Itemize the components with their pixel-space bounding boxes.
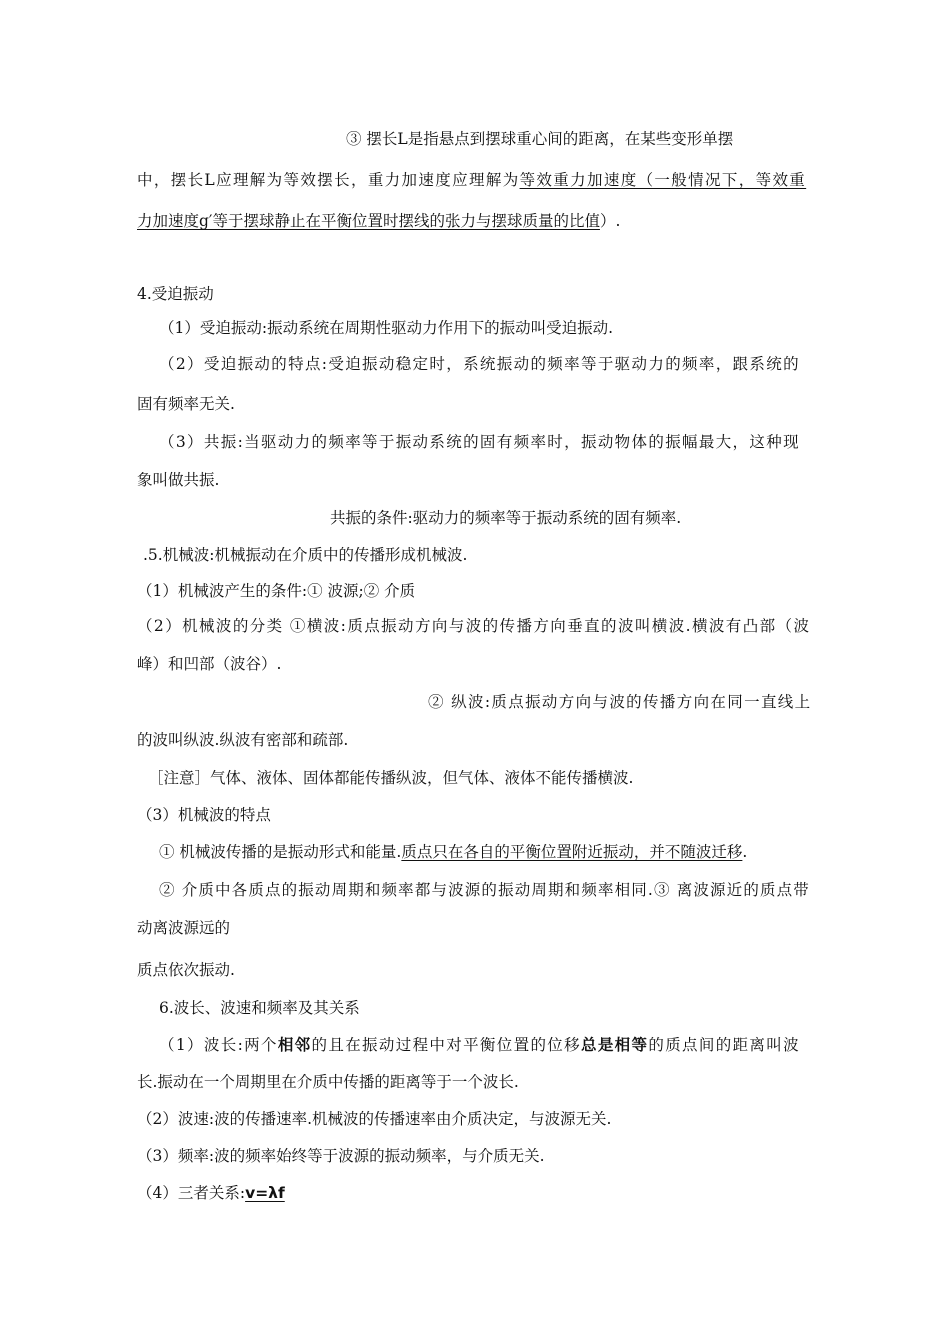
text-segment: 的质点间的距离叫波: [648, 1036, 800, 1054]
text-line: [137, 805, 271, 825]
text-line: [137, 730, 348, 750]
text-line: [330, 508, 681, 528]
text-line: [137, 960, 235, 980]
text-segment: （4）三者关系:: [137, 1184, 246, 1202]
text-segment: 峰）和凹部（波谷）.: [137, 655, 282, 673]
text-line: [137, 1109, 611, 1129]
text-segment: 的且在振动过程中对平衡位置的位移: [311, 1036, 581, 1054]
bold-text: 总是相等: [581, 1036, 649, 1054]
text-line: [148, 768, 633, 788]
text-segment: （2）机械波的分类 ①横波:质点振动方向与波的传播方向垂直的波叫横波.横波有凸部（波: [137, 617, 811, 635]
underlined-text: 等效重力加速度（一般情况下，等效重: [519, 171, 807, 189]
text-segment: ）.: [599, 212, 621, 230]
text-line: [137, 470, 219, 490]
text-segment: 固有频率无关.: [137, 395, 235, 413]
text-segment: .5.机械波:机械振动在介质中的传播形成机械波.: [143, 546, 468, 564]
text-segment: （2）波速:波的传播速率.机械波的传播速率由介质决定，与波源无关.: [137, 1110, 612, 1128]
text-line: [137, 654, 281, 674]
text-segment: 动离波源远的: [137, 919, 231, 937]
text-segment: （3）共振:当驱动力的频率等于振动系统的固有频率时，振动物体的振幅最大，这种现: [159, 433, 800, 451]
text-line: [159, 354, 800, 374]
underlined-text: 质点只在各自的平衡位置附近振动，并不随波迁移: [401, 843, 743, 861]
text-segment: ③ 摆长L是指悬点到摆球重心间的距离，在某些变形单摆: [346, 130, 734, 148]
text-segment: 共振的条件:驱动力的频率等于振动系统的固有频率.: [330, 509, 682, 527]
underlined-text: 力加速度g′等于摆球静止在平衡位置时摆线的张力与摆球质量的比值: [137, 212, 600, 230]
text-segment: 质点依次振动.: [137, 961, 235, 979]
text-segment: ① 机械波传播的是振动形式和能量.: [159, 843, 402, 861]
text-segment: （3）机械波的特点: [137, 806, 271, 824]
text-segment: （1）波长:两个: [159, 1036, 278, 1054]
text-line: [137, 211, 620, 231]
text-segment: 的波叫纵波.纵波有密部和疏部.: [137, 731, 349, 749]
text-line: [159, 1035, 800, 1055]
text-segment: .: [742, 843, 748, 861]
text-segment: 长.振动在一个周期里在介质中传播的距离等于一个波长.: [137, 1073, 519, 1091]
text-line: [137, 1183, 285, 1203]
text-line: [137, 284, 214, 304]
bold-text: 相邻: [277, 1036, 312, 1054]
text-line: [159, 998, 360, 1018]
text-segment: （2）受迫振动的特点:受迫振动稳定时，系统振动的频率等于驱动力的频率，跟系统的: [159, 355, 800, 373]
text-line: [137, 1072, 519, 1092]
text-segment: 4.受迫振动: [137, 285, 214, 303]
text-segment: ② 介质中各质点的振动周期和频率都与波源的振动周期和频率相同.③ 离波源近的质点带: [159, 881, 810, 899]
text-line: [137, 581, 415, 601]
text-line: [159, 880, 810, 900]
text-line: [137, 1146, 545, 1166]
text-line: [137, 394, 235, 414]
text-segment: （3）频率:波的频率始终等于波源的振动频率，与介质无关.: [137, 1147, 545, 1165]
text-line: [346, 129, 733, 149]
text-line: [143, 545, 467, 565]
text-segment: （1）机械波产生的条件:① 波源;② 介质: [137, 582, 416, 600]
text-segment: 中，摆长L应理解为等效摆长，重力加速度应理解为: [137, 171, 520, 189]
underlined-text: v=λf: [245, 1184, 285, 1202]
text-segment: 象叫做共振.: [137, 471, 220, 489]
text-line: [159, 432, 800, 452]
text-segment: 6.波长、波速和频率及其关系: [159, 999, 360, 1017]
text-line: [428, 692, 812, 712]
text-line: [137, 170, 806, 190]
text-line: [159, 318, 613, 338]
text-line: [137, 616, 810, 636]
text-line: [159, 842, 747, 862]
text-segment: ② 纵波:质点振动方向与波的传播方向在同一直线上: [428, 693, 812, 711]
text-segment: ［注意］气体、液体、固体都能传播纵波，但气体、液体不能传播横波.: [148, 769, 634, 787]
text-segment: （1）受迫振动:振动系统在周期性驱动力作用下的振动叫受迫振动.: [159, 319, 614, 337]
text-line: [137, 918, 230, 938]
